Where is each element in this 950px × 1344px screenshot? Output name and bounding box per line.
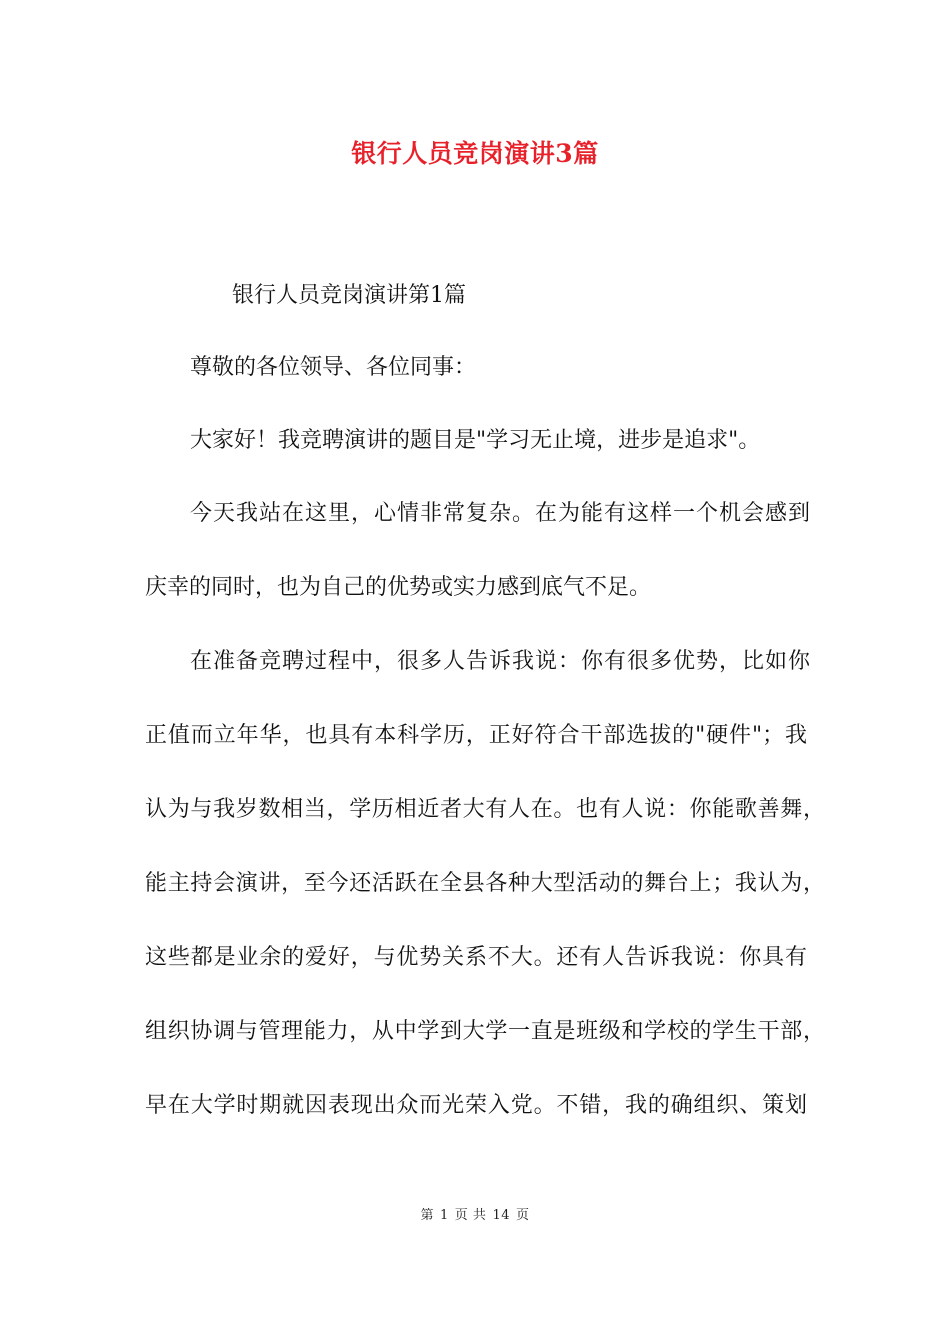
paragraph-line: 能主持会演讲，至今还活跃在全县各种大型活动的舞台上；我认为， bbox=[145, 871, 825, 896]
page-footer bbox=[0, 1206, 950, 1226]
footer-prefix: 第 bbox=[420, 1208, 435, 1223]
paragraph-line: 大家好！我竞聘演讲的题目是"学习无止境，进步是追求"。 bbox=[190, 428, 761, 453]
paragraph-line: 庆幸的同时，也为自己的优势或实力感到底气不足。 bbox=[145, 575, 652, 600]
footer-total-pages: 14 bbox=[492, 1208, 510, 1223]
paragraph-line: 这些都是业余的爱好，与优势关系不大。还有人告诉我说：你具有 bbox=[145, 945, 807, 970]
footer-current-page: 1 bbox=[440, 1208, 449, 1223]
section-heading: 银行人员竞岗演讲第1篇 bbox=[232, 283, 466, 308]
footer-mid: 页 共 bbox=[454, 1208, 487, 1223]
footer-suffix: 页 bbox=[515, 1208, 530, 1223]
paragraph-line: 正值而立年华，也具有本科学历，正好符合干部选拔的"硬件"；我 bbox=[145, 723, 807, 748]
paragraph-line: 认为与我岁数相当，学历相近者大有人在。也有人说：你能歌善舞， bbox=[145, 797, 825, 822]
document-title: 银行人员竞岗演讲3篇 bbox=[351, 139, 599, 168]
paragraph-line: 在准备竞聘过程中，很多人告诉我说：你有很多优势，比如你 bbox=[190, 649, 810, 674]
paragraph-line: 早在大学时期就因表现出众而光荣入党。不错，我的确组织、策划 bbox=[145, 1093, 807, 1118]
paragraph-line: 组织协调与管理能力，从中学到大学一直是班级和学校的学生干部， bbox=[145, 1019, 825, 1044]
paragraph-line: 尊敬的各位领导、各位同事： bbox=[190, 355, 477, 380]
paragraph-line: 今天我站在这里，心情非常复杂。在为能有这样一个机会感到 bbox=[190, 501, 810, 526]
